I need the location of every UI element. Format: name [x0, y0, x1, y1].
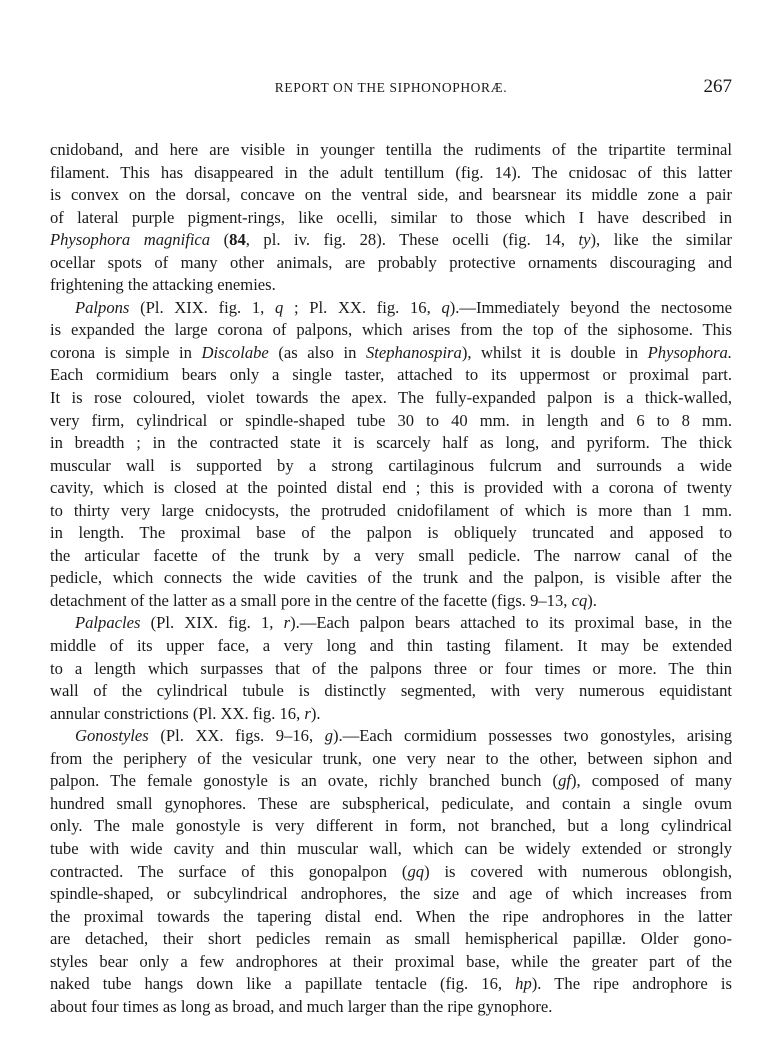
text-segment: to thirty very large cnidocysts, the protruded cnidofilament of which is more than 1 mm. [50, 500, 732, 520]
italic-text: Physophora. [647, 342, 732, 362]
italic-text: hp [515, 974, 532, 994]
text-line [50, 973, 732, 996]
text-line [50, 500, 732, 523]
text-line [50, 297, 732, 320]
text-line [50, 229, 732, 252]
text-segment: (as also in [268, 342, 366, 362]
text-segment: to a length which surpasses that of the palpons three or four times or more. The thin [50, 658, 732, 678]
text-segment: in breadth ; in the contracted state it is scarcely half as long, and pyriform. The thick [50, 433, 732, 453]
text-line [50, 703, 732, 726]
text-segment: are detached, their short pedicles remain as small hemispherical papillæ. Older gono- [50, 929, 732, 949]
text-segment: It is rose coloured, violet towards the apex. The fully-expanded palpon is a thick-walled, [50, 388, 732, 408]
text-segment: ).—Immediately beyond the nectosome [449, 297, 732, 317]
text-segment: is convex on the dorsal, concave on the ventral side, and bearsnear its middle zone a pair [50, 185, 732, 205]
italic-text: r [283, 613, 291, 633]
text-segment: (Pl. XX. figs. 9–16, [148, 726, 325, 746]
text-segment: Each cormidium bears only a single taster, attached to its uppermost or proximal part. [50, 365, 732, 385]
text-segment: contracted. The surface of this gonopalpon ( [50, 861, 408, 881]
text-line [50, 252, 732, 275]
text-line [50, 861, 732, 884]
italic-text: gf [558, 771, 571, 791]
text-line [50, 319, 732, 342]
running-title: REPORT ON THE SIPHONOPHORÆ. [274, 80, 508, 95]
italic-text: Physophora magnifica [50, 230, 211, 250]
text-line [50, 770, 732, 793]
text-segment: filament. This has disappeared in the adult tentillum (fig. 14). The cnidosac of this latter [50, 162, 732, 182]
italic-text: Discolabe [201, 342, 269, 362]
text-line [50, 996, 732, 1019]
text-line [50, 432, 732, 455]
text-segment: the articular facette of the trunk by a very small pedicle. The narrow canal of the [50, 545, 732, 565]
italic-text: gq [407, 861, 425, 881]
text-segment: ). The ripe androphore is [531, 974, 732, 994]
text-segment: ( [210, 230, 230, 250]
page-header [50, 76, 732, 100]
text-segment: ocellar spots of many other animals, are probably protective ornaments discouraging and [50, 252, 732, 272]
text-segment: ; Pl. XX. fig. 16, [283, 297, 442, 317]
italic-text: cq [571, 590, 588, 610]
text-segment: only. The male gonostyle is very different in form, not branched, but a long cylindrical [50, 816, 732, 836]
page-number: 267 [703, 76, 732, 97]
text-line [50, 635, 732, 658]
text-segment: is expanded the large corona of palpons, which arises from the top of the siphosome. This [50, 320, 732, 340]
text-line [50, 545, 732, 568]
italic-text: Gonostyles [75, 726, 149, 746]
text-line [50, 928, 732, 951]
text-line [50, 207, 732, 230]
text-segment: spindle-shaped, or subcylindrical androphores, the size and age of which increases from [50, 884, 732, 904]
text-segment: ).—Each palpon bears attached to its proximal base, in the [290, 613, 732, 633]
text-segment: ), composed of many [571, 771, 733, 791]
italic-text: q [275, 297, 284, 317]
text-line [50, 612, 732, 635]
text-line [50, 815, 732, 838]
text-segment: ).—Each cormidium possesses two gonostyles, arising [333, 726, 732, 746]
text-segment: (Pl. XIX. fig. 1, [129, 297, 275, 317]
text-segment: ). [587, 590, 597, 610]
text-segment: about four times as long as broad, and much larger than the ripe gynophore. [50, 996, 553, 1016]
text-line [50, 748, 732, 771]
text-line [50, 567, 732, 590]
text-line [50, 658, 732, 681]
text-segment: middle of its upper face, a very long and thin tasting filament. It may be extended [50, 636, 732, 656]
text-segment: very firm, cylindrical or spindle-shaped tube 30 to 40 mm. in length and 6 to 8 mm. [50, 410, 732, 430]
text-segment: annular constrictions (Pl. XX. fig. 16, [50, 703, 305, 723]
text-segment: cavity, which is closed at the pointed distal end ; this is provided with a corona of twenty [50, 478, 732, 498]
text-line [50, 364, 732, 387]
text-segment: muscular wall is supported by a strong cartilaginous fulcrum and surrounds a wide [50, 455, 732, 475]
text-segment: hundred small gynophores. These are subspherical, pediculate, and contain a single ovum [50, 793, 732, 813]
paragraph [50, 297, 732, 613]
text-segment: wall of the cylindrical tubule is distinctly segmented, with very numerous equidistant [50, 681, 732, 701]
text-line [50, 477, 732, 500]
text-segment: frightening the attacking enemies. [50, 275, 276, 295]
text-segment: , pl. iv. fig. 28). These ocelli (fig. 14, [245, 230, 579, 250]
text-line [50, 725, 732, 748]
text-line [50, 162, 732, 185]
italic-text: ty [578, 230, 591, 250]
paragraph [50, 612, 732, 725]
text-segment: corona is simple in [50, 342, 202, 362]
text-segment: the proximal towards the tapering distal end. When the ripe androphores in the latter [50, 906, 732, 926]
text-line [50, 793, 732, 816]
text-line [50, 184, 732, 207]
text-line [50, 455, 732, 478]
text-line [50, 139, 732, 162]
text-line [50, 883, 732, 906]
italic-text: Palpons [75, 297, 130, 317]
text-line [50, 680, 732, 703]
text-segment: pedicle, which connects the wide cavities of the trunk and the palpon, is visible after the [50, 568, 732, 588]
paragraph [50, 725, 732, 1018]
paragraph [50, 139, 732, 297]
italic-text: q [441, 297, 450, 317]
text-line [50, 274, 732, 297]
text-segment: cnidoband, and here are visible in younger tentilla the rudiments of the tripartite terminal [50, 140, 732, 159]
text-segment: of lateral purple pigment-rings, like ocelli, similar to those which I have described in [50, 207, 732, 227]
text-segment: detachment of the latter as a small pore in the centre of the facette (figs. 9–13, [50, 590, 572, 610]
body-text [50, 139, 732, 1018]
text-segment: tube with wide cavity and thin muscular wall, which can be widely extended or strongly [50, 838, 732, 858]
text-line [50, 590, 732, 613]
text-segment: palpon. The female gonostyle is an ovate, richly branched bunch ( [50, 771, 559, 791]
text-segment: ), like the similar [590, 230, 732, 250]
text-segment: (Pl. XIX. fig. 1, [140, 613, 284, 633]
italic-text: Palpacles [75, 613, 141, 633]
text-line [50, 951, 732, 974]
text-segment: ), whilst it is double in [461, 342, 648, 362]
italic-text: g [324, 726, 333, 746]
italic-text: Stephanospira [365, 342, 462, 362]
text-line [50, 342, 732, 365]
text-segment: ). [310, 703, 321, 723]
text-segment: from the periphery of the vesicular trunk, one very near to the other, between siphon and [50, 748, 732, 768]
text-line [50, 387, 732, 410]
text-segment: naked tube hangs down like a papillate tentacle (fig. 16, [50, 974, 516, 994]
text-line [50, 522, 732, 545]
bold-text: 84 [229, 230, 246, 250]
text-segment: styles bear only a few androphores at their proximal base, while the greater part of the [50, 951, 732, 971]
italic-text: r [304, 703, 311, 723]
text-line [50, 838, 732, 861]
text-segment: ) is covered with numerous oblongish, [424, 861, 732, 881]
text-line [50, 906, 732, 929]
text-segment: in length. The proximal base of the palpon is obliquely truncated and apposed to [50, 523, 732, 543]
text-line [50, 410, 732, 433]
